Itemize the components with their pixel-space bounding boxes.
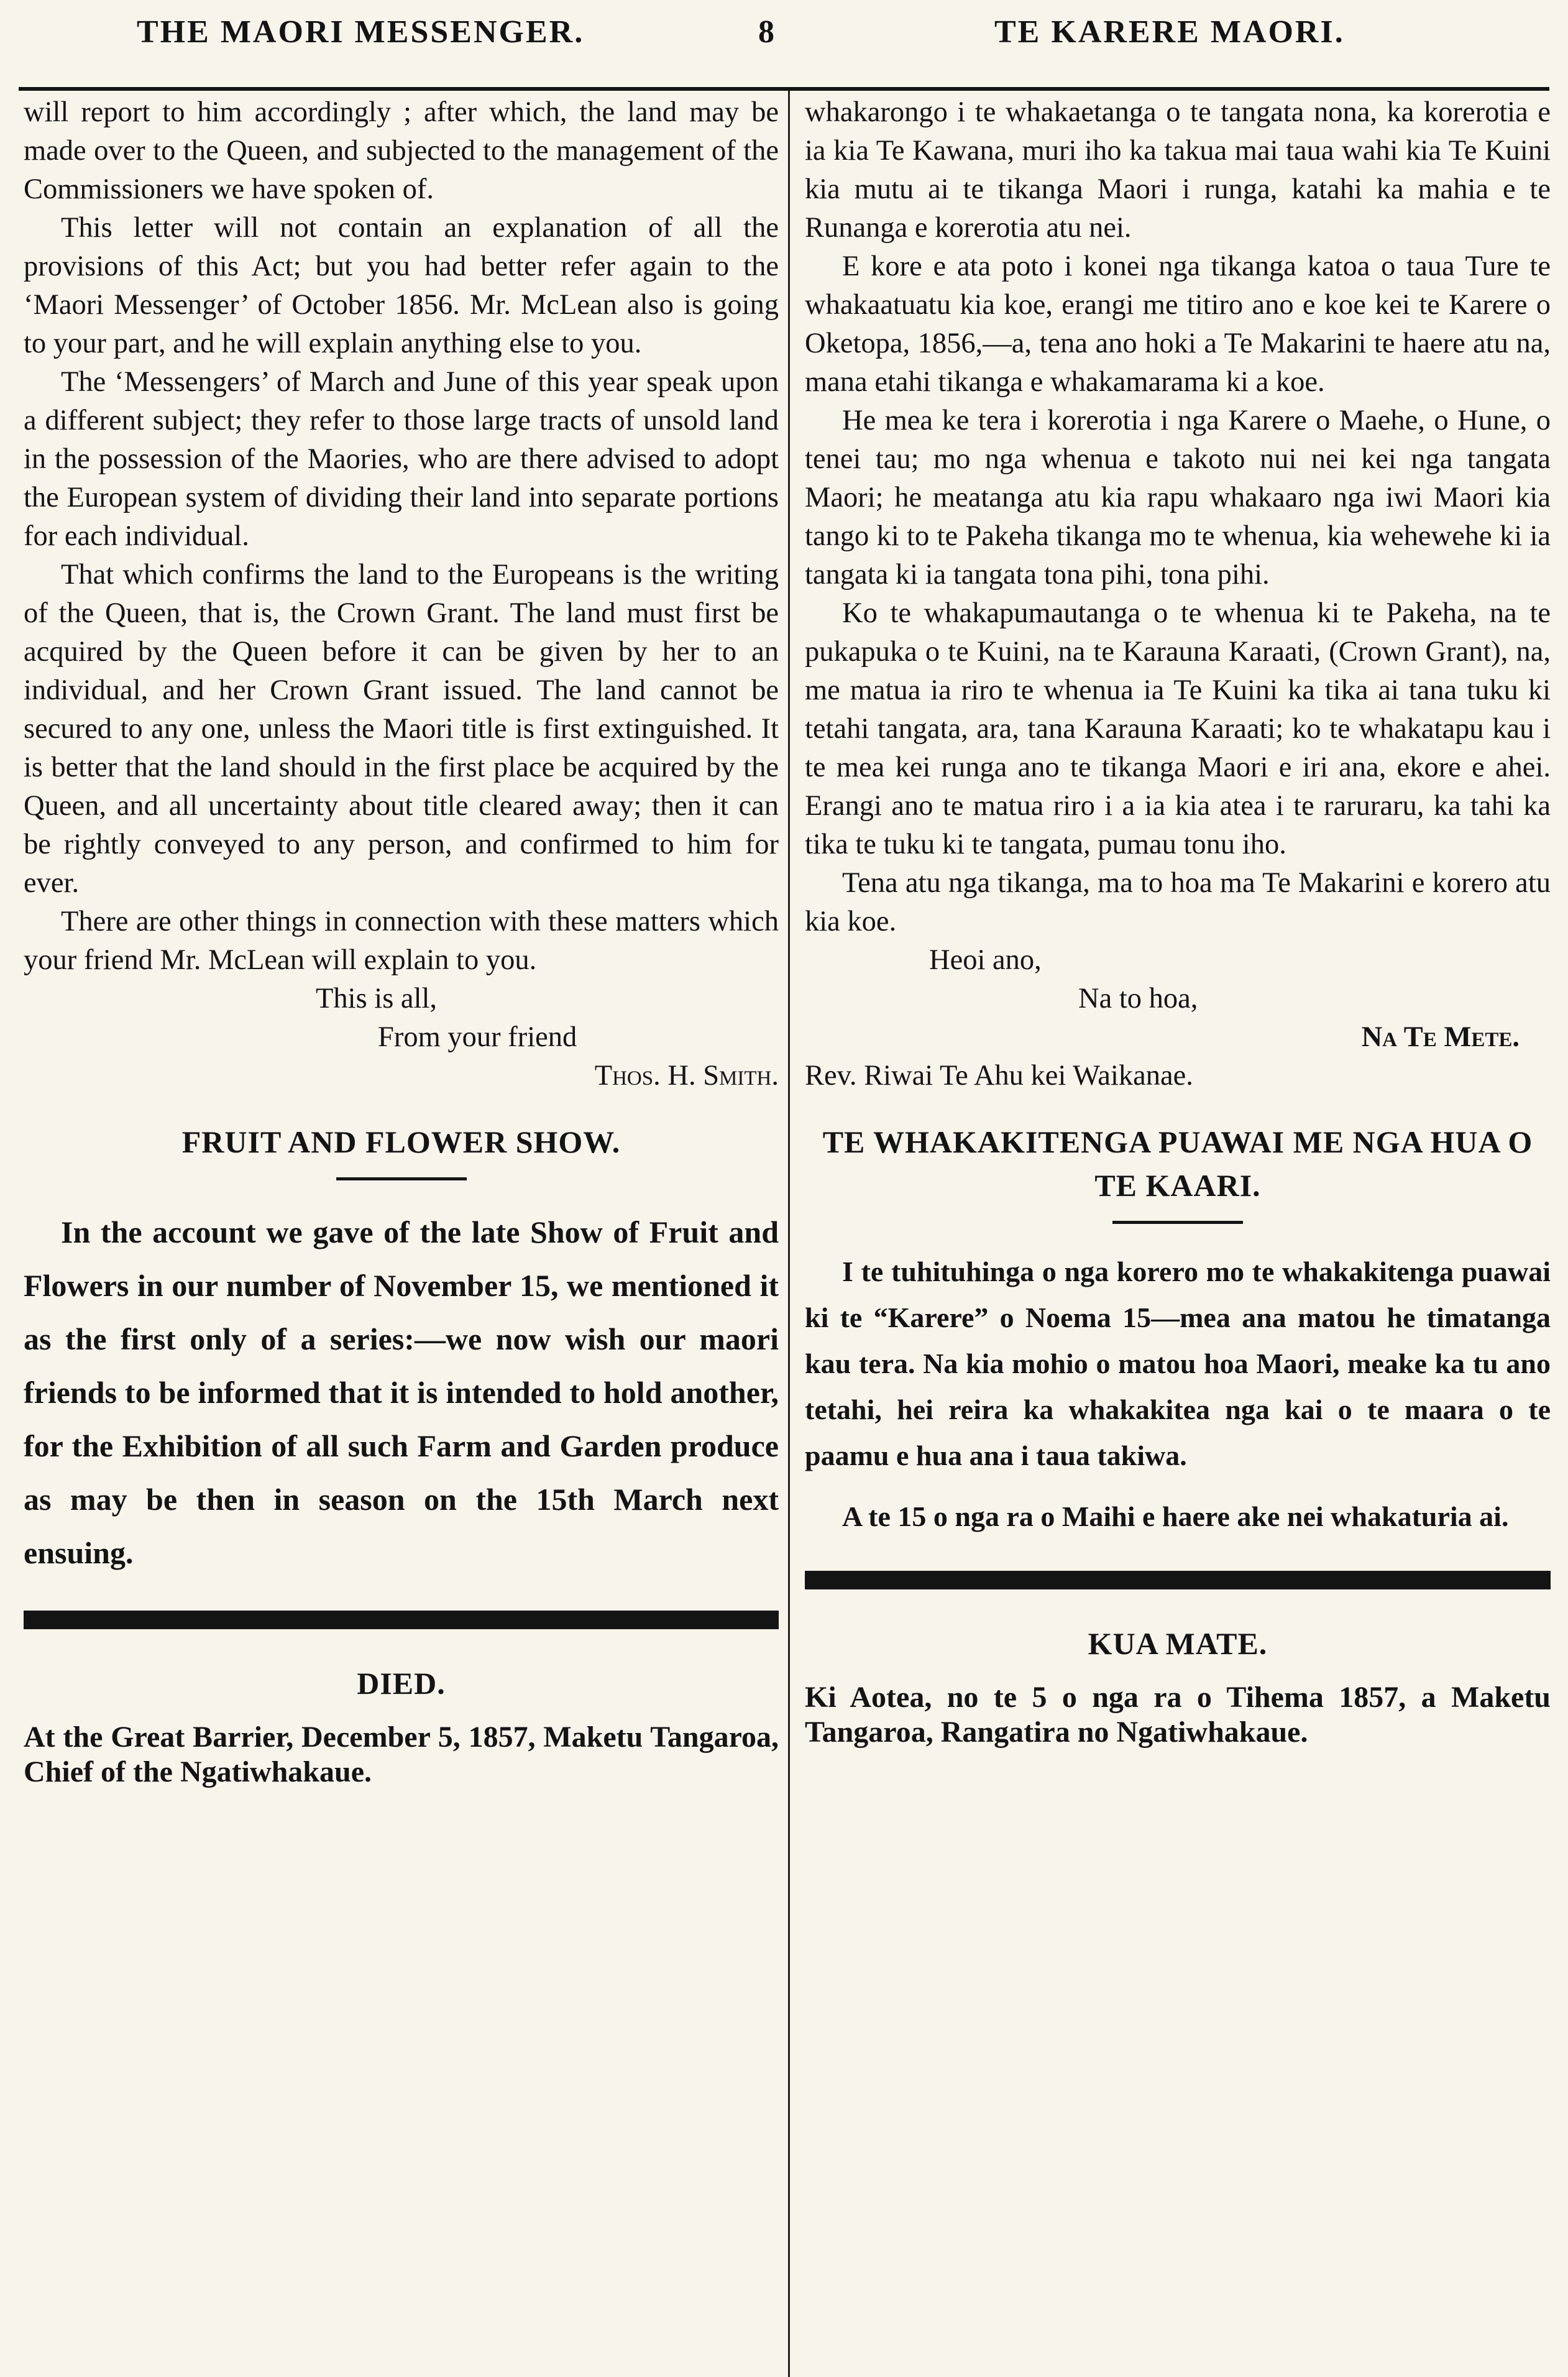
page-number: 8 <box>758 14 776 50</box>
fruit-show-article-maori <box>805 1249 1551 1540</box>
heading-rule <box>336 1177 467 1180</box>
fruit-show-text: In the account we gave of the late Show of Fruit and Flowers in our number of November 15, we mentioned it as the first only of a series:—we now wish our maori friends to be informed that it is intended to hold another, for the Exhibition of all such Farm and Garden produce as may be then in season on the 15th March next ensuing. <box>24 1215 779 1570</box>
fruit-show-article <box>24 1205 779 1579</box>
died-text: Ki Aotea, no te 5 o nga ra o Tihema 1857, a Maketu Tangaroa, Rangatira no Ngatiwhakaue. <box>805 1681 1551 1749</box>
letter-paragraph: There are other things in connection with these matters which your friend Mr. McLean will explain to you. <box>24 906 779 976</box>
fruit-show-heading: FRUIT AND FLOWER SHOW. <box>181 1124 621 1159</box>
fruit-show-text: A te 15 o nga ra o Maihi e haere ake nei whakaturia ai. <box>842 1501 1509 1532</box>
english-column <box>24 93 779 1790</box>
signature-from: From your friend <box>378 1021 577 1053</box>
signature-name: Na Te Mete. <box>1361 1021 1520 1053</box>
died-heading: DIED. <box>357 1666 446 1701</box>
signature-from: Na to hoa, <box>1078 983 1198 1014</box>
fruit-show-heading-maori: TE WHAKAKITENGA PUAWAI ME NGA HUA O TE KAARI. <box>822 1124 1533 1203</box>
signature-name: Thos. H. Smith. <box>594 1060 779 1092</box>
letter-paragraph: This letter will not contain an explanation of all the provisions of this Act; but you had better refer again to the ‘Maori Messenger’ of October 1856. Mr. McLean also is going to your part, and he will explain anything else to you. <box>24 212 779 359</box>
english-letter <box>24 93 779 980</box>
letter-paragraph: E kore e ata poto i konei nga tikanga katoa o taua Ture te whakaatuatu kia koe, erangi me titiro ano e koe kei te Karere o Oketopa, 1856,—a, tena ano hoki a Te Makarini te haere atu na, mana etahi tikanga e whakamarama ki a koe. <box>805 251 1551 398</box>
letter-paragraph: Tena atu nga tikanga, ma to hoa ma Te Makarini e korero atu kia koe. <box>805 867 1551 937</box>
letter-paragraph: whakarongo i te whakaetanga o te tangata nona, ka korerotia e ia kia Te Kawana, muri iho ka takua mai taua wahi kia Te Kuini kia mutu ai te tikanga Maori i runga, katahi ka mahia e te Runanga e korerotia atu nei. <box>805 96 1551 244</box>
letter-paragraph: That which confirms the land to the Europeans is the writing of the Queen, that is, the Crown Grant. The land must first be acquired by the Queen before it can be given by her to an individual, and her Crown Grant issued. The land cannot be secured to any one, unless the Maori title is first extinguished. It is better that the land should in the first place be acquired by the Queen, and all uncertainty about title cleared away; then it can be rightly conveyed to any person, and confirmed to him for ever. <box>24 559 779 899</box>
maori-letter <box>805 93 1551 941</box>
section-bar <box>805 1571 1551 1589</box>
section-bar <box>24 1611 779 1629</box>
masthead-maori-title: TE KARERE MAORI. <box>994 14 1345 50</box>
letter-paragraph: will report to him accordingly ; after which, the land may be made over to the Queen, and subjected to the management of the Commissioners we have spoken of. <box>24 96 779 205</box>
died-text: At the Great Barrier, December 5, 1857, Maketu Tangaroa, Chief of the Ngatiwhakaue. <box>24 1721 779 1788</box>
maori-column <box>805 93 1551 1750</box>
maori-signature <box>805 941 1551 1095</box>
masthead-english-title: THE MAORI MESSENGER. <box>137 14 585 50</box>
heading-rule <box>1112 1221 1243 1224</box>
masthead <box>25 7 1543 58</box>
masthead-rule <box>19 87 1549 91</box>
died-notice-maori <box>805 1680 1551 1750</box>
signature-closing: This is all, <box>316 983 438 1014</box>
letter-paragraph: The ‘Messengers’ of March and June of this year speak upon a different subject; they refer to those large tracts of unsold land in the possession of the Maories, who are there advised to adopt the European system of dividing their land into separate portions for each individual. <box>24 366 779 552</box>
died-notice <box>24 1720 779 1790</box>
signature-recipient: Rev. Riwai Te Ahu kei Waikanae. <box>805 1060 1193 1092</box>
letter-paragraph: He mea ke tera i korerotia i nga Karere o Maehe, o Hune, o tenei tau; mo nga whenua e takoto nui nei kei nga tangata Maori; he meatanga atu kia rapu whakaaro nga iwi Maori kia tango ki to te Pakeha tikanga mo te whenua, kia wehewehe ki ia tangata ki ia tangata tona pihi, tona pihi. <box>805 405 1551 591</box>
fruit-show-text: I te tuhituhinga o nga korero mo te whakakitenga puawai ki te “Karere” o Noema 15—mea ana matou he timatanga kau tera. Na kia mohio o matou hoa Maori, meake ka tu ano tetahi, hei reira ka whakakitea nga kai o te maara o te paamu e hua ana i taua takiwa. <box>805 1256 1551 1471</box>
died-heading-maori: KUA MATE. <box>1088 1626 1268 1661</box>
signature-closing: Heoi ano, <box>929 944 1042 976</box>
column-divider <box>788 91 790 2377</box>
letter-paragraph: Ko te whakapumautanga o te whenua ki te Pakeha, na te pukapuka o te Kuini, na te Karauna Karaati, (Crown Grant), na, me matua ia riro te whenua ia Te Kuini ka tika ai tana tuku ki tetahi tangata, ara, tana Karauna Karaati; ko te whakatapu kau i te mea kei runga ano te tikanga Maori e iri ana, ekore e ahei. Erangi ano te matua riro i a ia kia atea i te raruraru, ka tahi ka tika te tuku ki te tangata, pumau tonu iho. <box>805 597 1551 860</box>
english-signature <box>24 980 779 1095</box>
